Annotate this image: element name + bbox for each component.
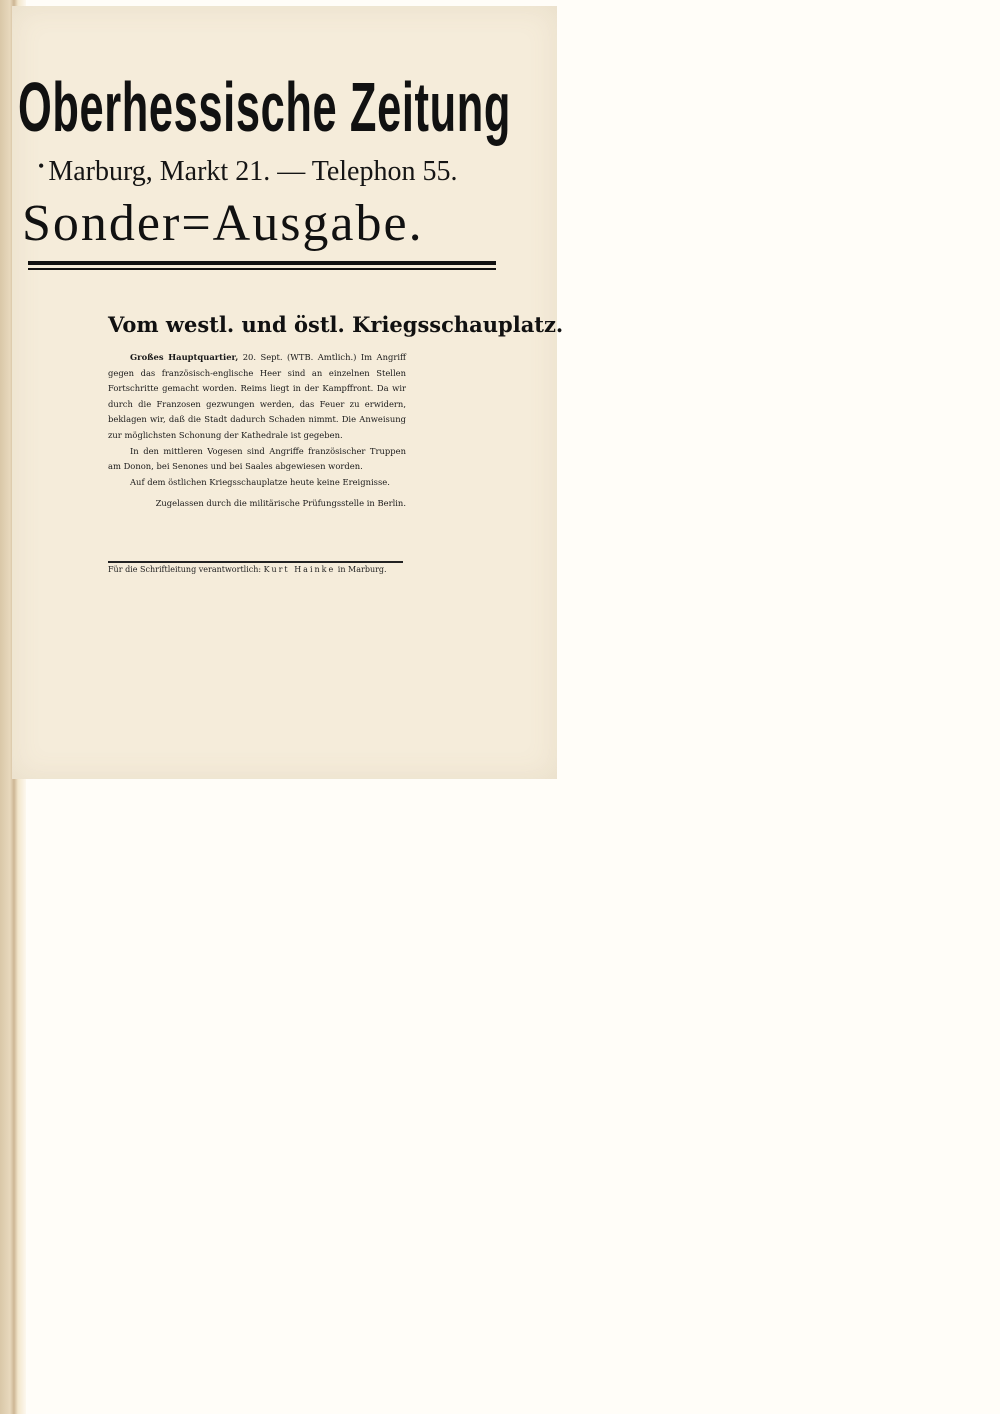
article-paragraph: In den mittleren Vogesen sind Angriffe französischer Truppen am Donon, bei Senones und bei Saales abgewiesen worden. [108,445,406,472]
censor-note: Zugelassen durch die militärische Prüfungsstelle in Berlin. [155,498,406,509]
article-body [108,350,406,512]
newspaper-page [12,6,564,779]
footer-place: in Marburg. [337,565,387,574]
footer-editor: Kurt Hainke [263,565,336,574]
article-paragraph: Auf dem östlichen Kriegsschauplatze heute keine Ereignisse. [130,476,390,487]
footer-imprint [108,565,404,574]
dateline-text: 20. Sept. (WTB. Amtlich.) Im Angriff gegen das französisch-englische Heer sind an einzelnen Stellen Fortschritte gemacht worden. Reims liegt in der Kampffront. Da wir durch die Franzosen gezwungen werden, das Feuer zu erwidern, beklagen wir, daß die Stadt dadurch Schaden nimmt. Die Anweisung zur möglichsten Schonung der Kathedrale ist gegeben. [108,352,406,440]
divider-thick [28,261,496,265]
address-text: Marburg, Markt 21. — Telephon 55. [48,156,458,187]
bullet-icon: • [38,156,45,176]
masthead-title: Oberhessische Zeitung [18,68,511,146]
address-line [38,156,498,188]
edition-title: Sonder=Ausgabe. [22,195,424,252]
article-paragraph [108,350,406,444]
article-headline: Vom westl. und östl. Kriegsschauplatz. [108,312,564,337]
divider-thin [28,268,496,270]
footer-label: Für die Schriftleitung verantwortlich: [108,565,262,574]
dateline-bold: Großes Hauptquartier, [130,352,239,362]
footer-divider [108,561,403,563]
